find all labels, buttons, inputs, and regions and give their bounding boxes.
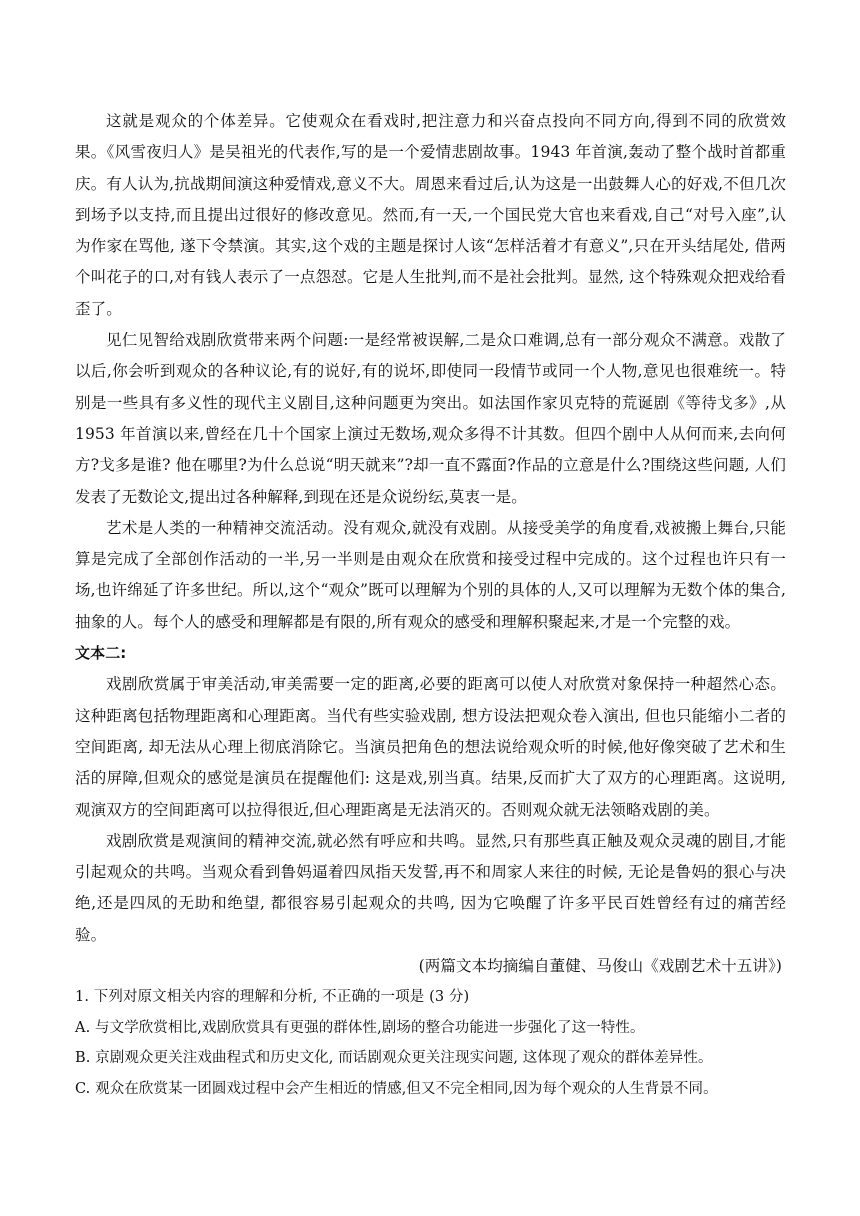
paragraph-audience-individual-difference: 这就是观众的个体差异。它使观众在看戏时,把注意力和兴奋点投向不同方向,得到不同的欣赏效果。《风雪夜归人》是吴祖光的代表作,写的是一个爱情悲剧故事。1943 年首演,轰动了整个战时首都重庆。有人认为,抗战期间演这种爱情戏,意义不大。周恩来看过后,认为这是一出鼓舞人心的好戏,不但几次到场予以支持,而且提出过很好的修改意见。然而,有一天,一个国民党大官也来看戏,自己“对号入座”,认为作家在骂他, 遂下令禁演。其实,这个戏的主题是探讨人该“怎样活着才有意义”,只在开头结尾处, 借两个叫花子的口,对有钱人表示了一点怨怼。它是人生批判,而不是社会批判。显然, 这个特殊观众把戏给看歪了。 (75, 112, 786, 318)
question-option-b: B. 京剧观众更关注戏曲程式和历史文化, 而话剧观众更关注现实问题, 这体现了观众的群体差异性。 (75, 1050, 713, 1067)
question-option-a: A. 与文学欣赏相比,戏剧欣赏具有更强的群体性,剧场的整合功能进一步强化了这一特性。 (75, 1019, 645, 1036)
paragraph-aesthetic-distance: 戏剧欣赏属于审美活动,审美需要一定的距离,必要的距离可以使人对欣赏对象保持一种超然心态。这种距离包括物理距离和心理距离。当代有些实验戏剧, 想方设法把观众卷入演出, 但也只能缩小二者的空间距离, 却无法从心理上彻底消除它。当演员把角色的想法说给观众听的时候,他好像突破了艺术和生活的屏障,但观众的感觉是演员在提醒他们: 这是戏,别当真。结果,反而扩大了双方的心理距离。这说明,观演双方的空间距离可以拉得很近,但心理距离是无法消灭的。否则观众就无法领略戏剧的美。 (75, 675, 786, 819)
section-heading-text-two: 文本二: (75, 644, 127, 663)
question-stem: 1. 下列对原文相关内容的理解和分析, 不正确的一项是 (3 分) (75, 989, 470, 1006)
paragraph-different-views: 见仁见智给戏剧欣赏带来两个问题:一是经常被误解,二是众口难调,总有一部分观众不满意。戏散了以后,你会听到观众的各种议论,有的说好,有的说坏,即使同一段情节或同一个人物,意见也很难统一。特别是一些具有多义性的现代主义剧目,这种问题更为突出。如法国作家贝克特的荒诞剧《等待戈多》,从 1953 年首演以来,曾经在几十个国家上演过无数场,观众多得不计其数。但四个剧中人从何而来,去向何方?戈多是谁? 他在哪里?为什么总说“明天就来”?却一直不露面?作品的立意是什么?围绕这些问题, 人们发表了无数论文,提出过各种解释,到现在还是众说纷纭,莫衷一是。 (75, 331, 786, 506)
paragraph-resonance: 戏剧欣赏是观演间的精神交流,就必然有呼应和共鸣。显然,只有那些真正触及观众灵魂的剧目,才能引起观众的共鸣。当观众看到鲁妈逼着四凤指天发誓,再不和周家人来往的时候, 无论是鲁妈的狠心与决绝,还是四凤的无助和绝望, 都很容易引起观众的共鸣, 因为它唤醒了许多平民百姓曾经有过的痛苦经验。 (75, 831, 786, 944)
paragraph-art-communication: 艺术是人类的一种精神交流活动。没有观众,就没有戏剧。从接受美学的角度看,戏被搬上舞台,只能算是完成了全部创作活动的一半,另一半则是由观众在欣赏和接受过程中完成的。这个过程也许只有一场,也许绵延了许多世纪。所以,这个“观众”既可以理解为个别的具体的人,又可以理解为无数个体的集合,抽象的人。每个人的感受和理解都是有限的,所有观众的感受和理解积聚起来,才是一个完整的戏。 (75, 518, 786, 631)
question-option-c: C. 观众在欣赏某一团圆戏过程中会产生相近的情感,但又不完全相同,因为每个观众的人生背景不同。 (75, 1080, 718, 1097)
source-note: (两篇文本均摘编自董健、马俊山《戏剧艺术十五讲》) (418, 957, 782, 976)
